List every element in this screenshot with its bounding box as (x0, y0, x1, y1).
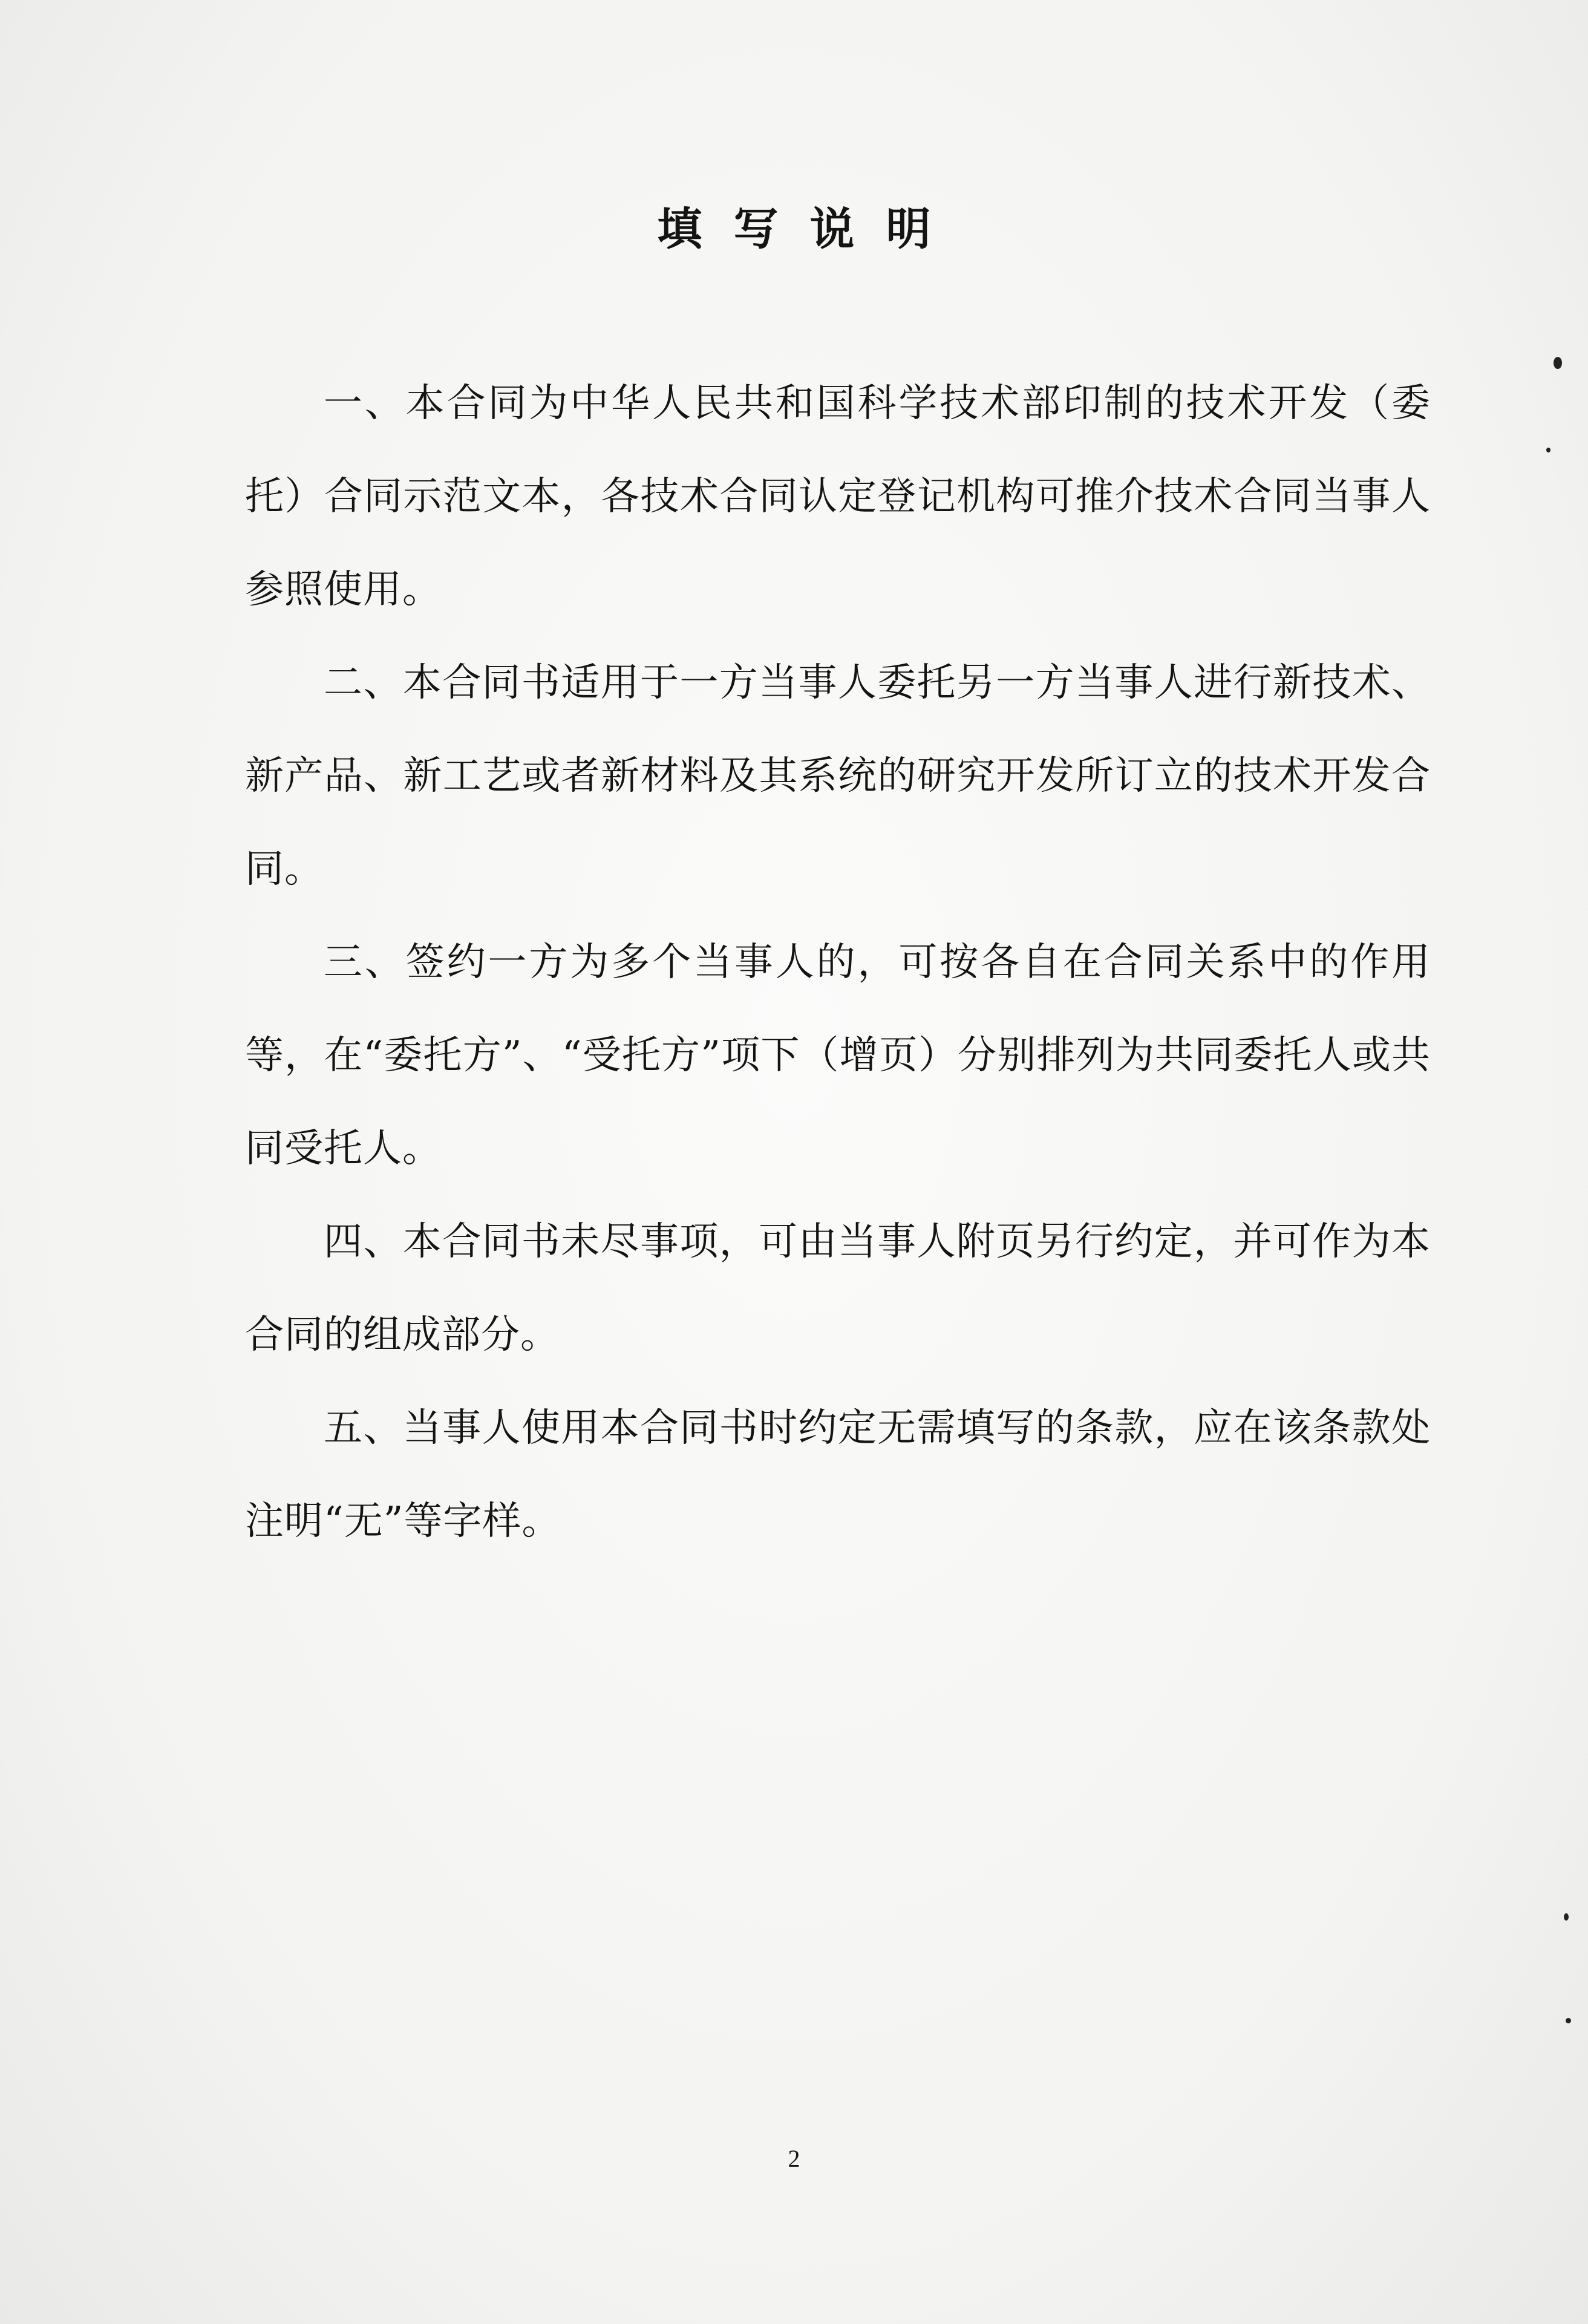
scan-speck (1566, 2018, 1571, 2023)
scan-speck (1546, 448, 1550, 452)
instruction-paragraph-3: 三、签约一方为多个当事人的，可按各自在合同关系中的作用等，在“委托方”、“受托方”项下（增页）分别排列为共同委托人或共同受托人。 (245, 940, 1431, 1171)
instruction-paragraph-1: 一、本合同为中华人民共和国科学技术部印制的技术开发（委托）合同示范文本，各技术合同认定登记机构可推介技术合同当事人参照使用。 (245, 381, 1431, 612)
instruction-paragraph-2: 二、本合同书适用于一方当事人委托另一方当事人进行新技术、新产品、新工艺或者新材料及其系统的研究开发所订立的技术开发合同。 (245, 661, 1431, 892)
page-number: 2 (788, 2145, 800, 2172)
scan-speck (1554, 357, 1562, 369)
instruction-paragraph-5: 五、当事人使用本合同书时约定无需填写的条款，应在该条款处注明“无”等字样。 (245, 1406, 1431, 1544)
scan-speck (1564, 1913, 1569, 1921)
instruction-paragraph-4: 四、本合同书未尽事项，可由当事人附页另行约定，并可作为本合同的组成部分。 (245, 1219, 1431, 1357)
page-title: 填写说明 (657, 203, 962, 255)
instructions-body (245, 357, 1431, 1568)
